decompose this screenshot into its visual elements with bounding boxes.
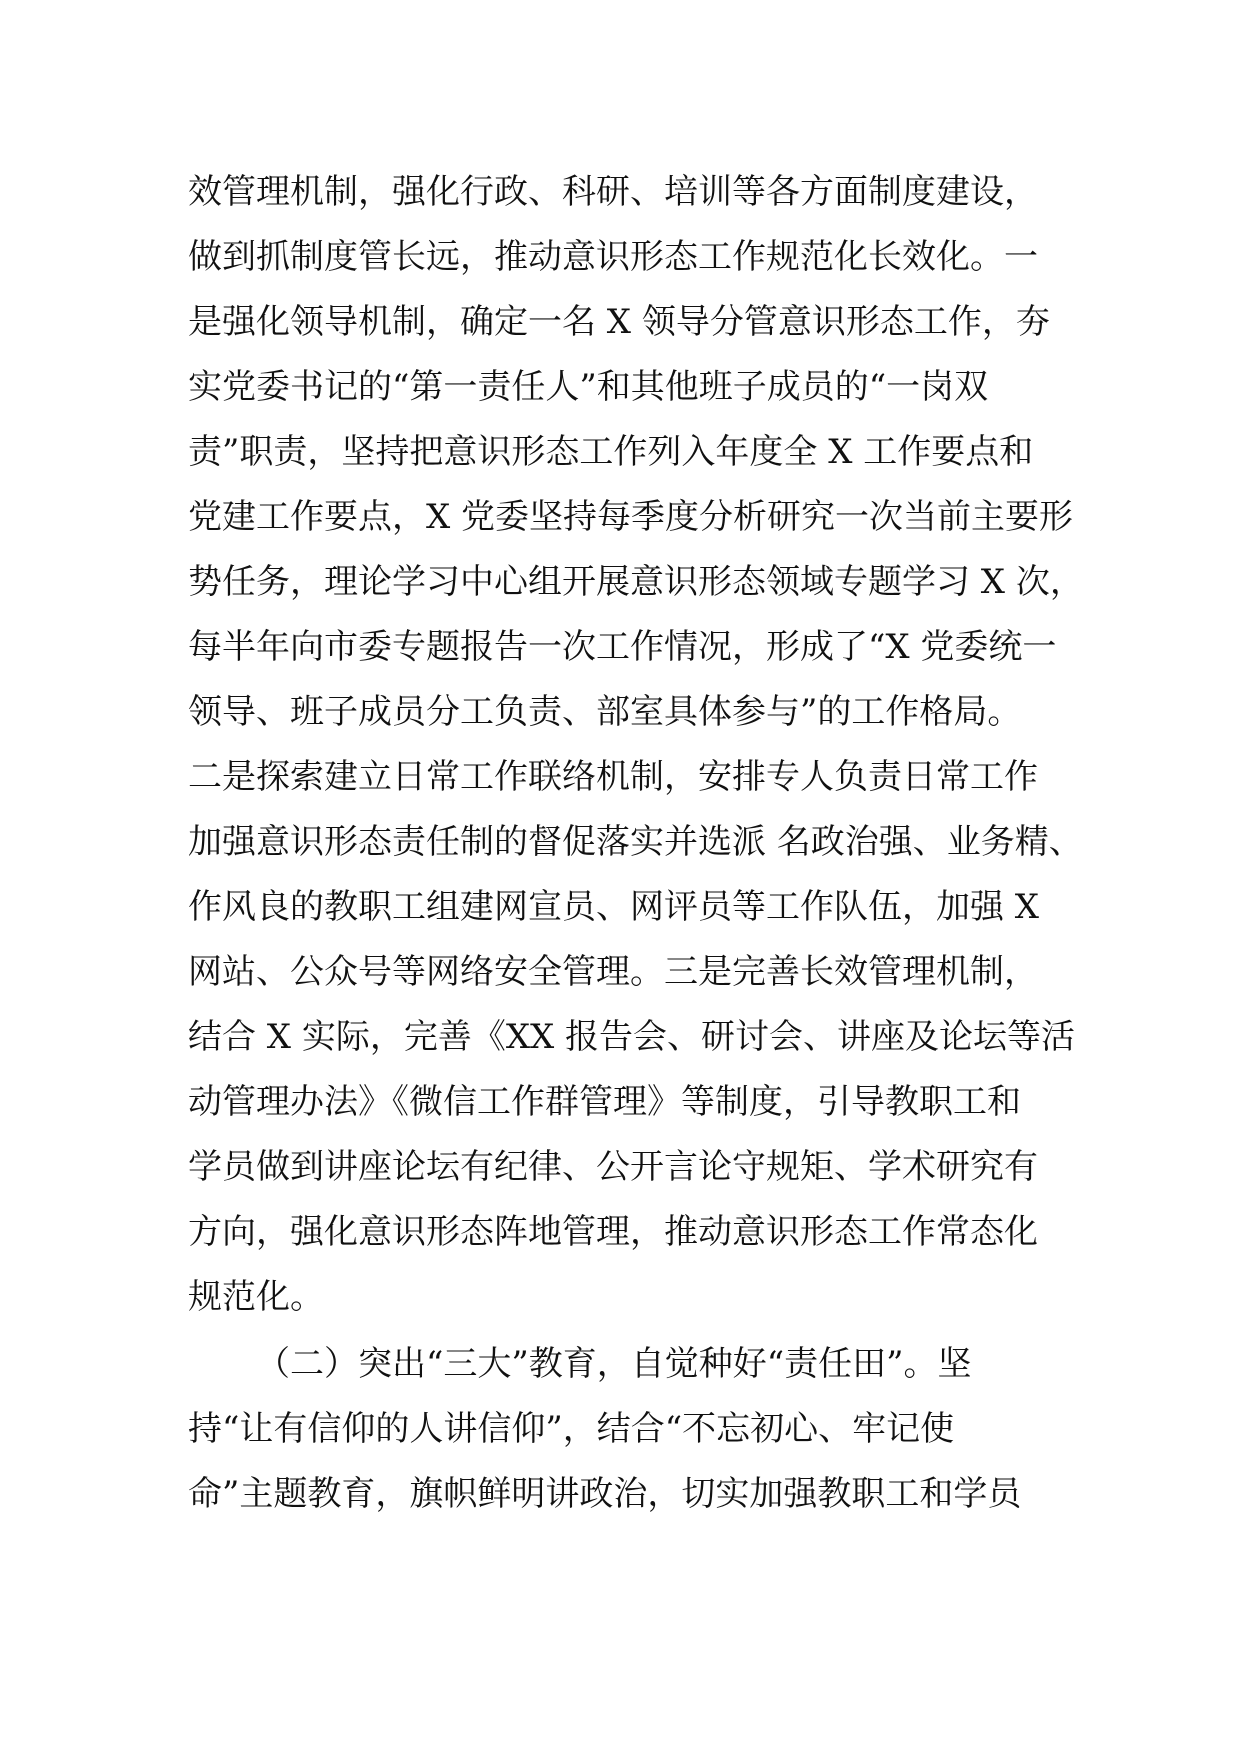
text-line: 动管理办法》《微信工作群管理》等制度，引导教职工和 (188, 1082, 1021, 1122)
text-line: 责”职责，坚持把意识形态工作列入年度全 X 工作要点和 (188, 432, 1034, 472)
text-line: 加强意识形态责任制的督促落实并选派 名政治强、业务精、 (188, 822, 1083, 862)
text-line: 实党委书记的“第一责任人”和其他班子成员的“一岗双 (188, 367, 989, 407)
text-line: 命”主题教育，旗帜鲜明讲政治，切实加强教职工和学员 (188, 1474, 1022, 1514)
text-line: 规范化。 (188, 1277, 324, 1317)
text-line: 领导、班子成员分工负责、部室具体参与”的工作格局。 (188, 692, 1022, 732)
text-line: 作风良的教职工组建网宣员、网评员等工作队伍，加强 X (188, 887, 1040, 927)
text-line: 势任务，理论学习中心组开展意识形态领域专题学习 X 次， (188, 562, 1084, 602)
text-line: （二）突出“三大”教育，自觉种好“责任田”。坚 (256, 1344, 972, 1384)
text-line: 二是探索建立日常工作联络机制，安排专人负责日常工作 (188, 757, 1038, 797)
text-line: 是强化领导机制，确定一名 X 领导分管意识形态工作，夯 (188, 302, 1050, 342)
text-line: 党建工作要点，X 党委坚持每季度分析研究一次当前主要形 (188, 497, 1074, 537)
text-line: 方向，强化意识形态阵地管理，推动意识形态工作常态化 (188, 1212, 1038, 1252)
text-line: 效管理机制，强化行政、科研、培训等各方面制度建设， (188, 172, 1038, 212)
text-line: 结合 X 实际，完善《XX 报告会、研讨会、讲座及论坛等活 (188, 1017, 1076, 1057)
text-line: 学员做到讲座论坛有纪律、公开言论守规矩、学术研究有 (188, 1147, 1038, 1187)
text-line: 网站、公众号等网络安全管理。三是完善长效管理机制， (188, 952, 1038, 992)
body-paragraph-2 (188, 1332, 1068, 1527)
body-paragraph-1 (188, 160, 1084, 1330)
text-line: 做到抓制度管长远，推动意识形态工作规范化长效化。一 (188, 237, 1038, 277)
text-line: 持“让有信仰的人讲信仰”，结合“不忘初心、牢记使 (188, 1409, 955, 1449)
text-line: 每半年向市委专题报告一次工作情况，形成了“X 党委统一 (188, 627, 1057, 667)
